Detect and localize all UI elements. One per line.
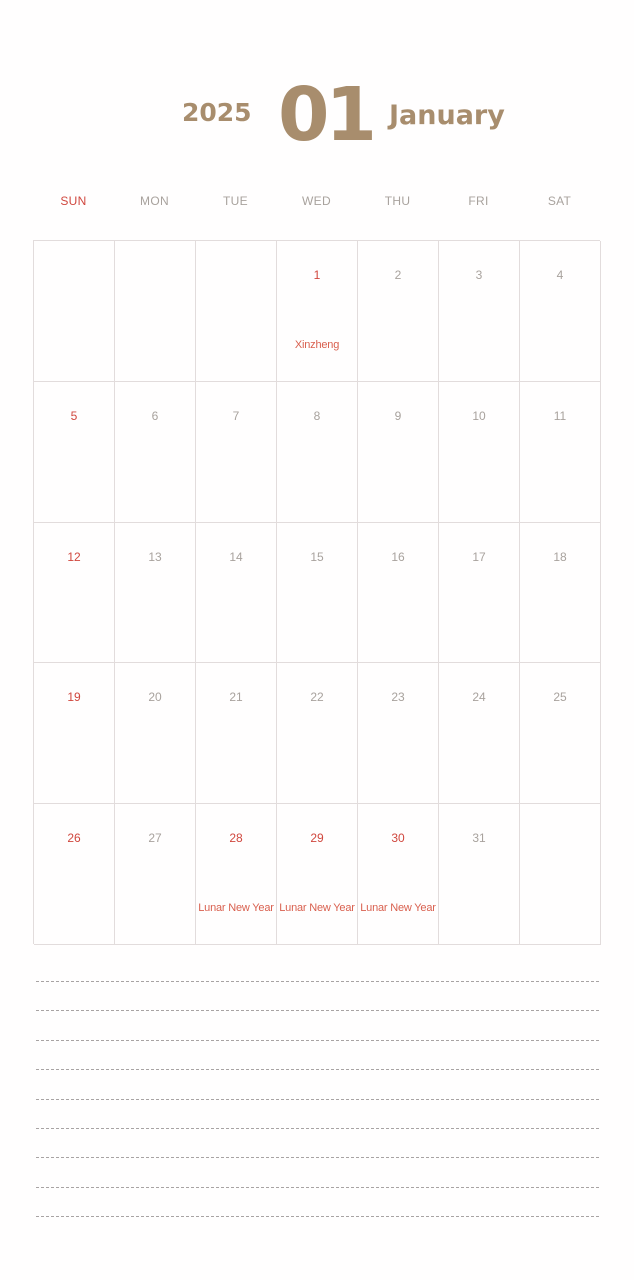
day-cell[interactable]: [196, 523, 277, 664]
holiday-label: Lunar New Year: [279, 902, 355, 915]
day-cell[interactable]: [34, 382, 115, 523]
weekday-wed: WED: [302, 194, 331, 208]
day-cell[interactable]: [277, 663, 358, 804]
holiday-label: Lunar New Year: [360, 902, 436, 915]
day-number: 15: [310, 549, 324, 564]
day-cell[interactable]: [439, 663, 520, 804]
day-cell[interactable]: [196, 663, 277, 804]
day-cell[interactable]: [358, 523, 439, 664]
day-number: 1: [313, 268, 321, 282]
day-cell[interactable]: [115, 804, 196, 945]
day-cell[interactable]: [439, 523, 520, 664]
weekday-mon: MON: [140, 194, 169, 208]
day-number: 28: [229, 831, 243, 846]
weekday-fri: FRI: [468, 194, 489, 208]
day-cell[interactable]: [520, 523, 601, 664]
note-line: [36, 1069, 599, 1070]
day-cell[interactable]: [358, 241, 439, 382]
day-number: 30: [391, 831, 405, 846]
note-line: [36, 981, 599, 982]
day-number: 23: [391, 690, 405, 705]
day-number: 6: [151, 408, 159, 423]
holiday-label: Lunar New Year: [198, 902, 274, 915]
year-label: 2025: [182, 98, 252, 127]
day-number: 25: [553, 690, 567, 705]
notes-area: [36, 981, 599, 1246]
day-number: 10: [472, 408, 486, 423]
day-cell[interactable]: [439, 241, 520, 382]
calendar-header: [0, 0, 634, 180]
day-cell[interactable]: [196, 241, 277, 382]
day-cell[interactable]: [277, 804, 358, 945]
weekday-sat: SAT: [547, 194, 572, 208]
day-number: 5: [70, 408, 78, 423]
day-number: 26: [67, 831, 81, 846]
day-number: 19: [67, 690, 81, 705]
day-number: 22: [310, 690, 324, 705]
day-number: 8: [313, 408, 321, 423]
day-cell[interactable]: [277, 382, 358, 523]
day-number: 11: [553, 408, 567, 423]
day-cell[interactable]: [34, 804, 115, 945]
day-number: 18: [553, 549, 567, 564]
weekday-header-row: [33, 194, 600, 208]
holiday-label: Xinzheng: [294, 339, 340, 351]
day-number: 13: [148, 549, 162, 564]
day-cell[interactable]: [34, 663, 115, 804]
day-number: 16: [391, 549, 405, 564]
weekday-thu: THU: [384, 194, 411, 208]
day-number: 4: [556, 268, 564, 282]
day-cell[interactable]: [358, 663, 439, 804]
day-cell[interactable]: [358, 382, 439, 523]
day-cell[interactable]: [34, 523, 115, 664]
day-cell[interactable]: [277, 241, 358, 382]
day-number: 9: [394, 408, 402, 423]
day-cell[interactable]: [358, 804, 439, 945]
day-cell[interactable]: [520, 663, 601, 804]
weekday-sun: SUN: [60, 194, 87, 208]
day-cell[interactable]: [520, 241, 601, 382]
note-line: [36, 1040, 599, 1041]
month-name: January: [389, 100, 505, 131]
day-number: 17: [472, 549, 486, 564]
day-number: 3: [475, 268, 483, 282]
note-line: [36, 1010, 599, 1011]
note-line: [36, 1216, 599, 1217]
day-number: 20: [148, 690, 162, 705]
day-cell[interactable]: [277, 523, 358, 664]
day-number: 12: [67, 549, 81, 564]
note-line: [36, 1099, 599, 1100]
day-number: 14: [229, 549, 243, 564]
weekday-tue: TUE: [223, 194, 248, 208]
day-cell[interactable]: [34, 241, 115, 382]
day-cell[interactable]: [520, 382, 601, 523]
day-number: 27: [148, 831, 162, 846]
day-number: 31: [472, 831, 486, 846]
note-line: [36, 1187, 599, 1188]
day-cell[interactable]: [196, 382, 277, 523]
day-number: 29: [310, 831, 324, 846]
day-number: 24: [472, 690, 486, 705]
day-cell[interactable]: [115, 382, 196, 523]
day-number: 2: [394, 268, 402, 282]
note-line: [36, 1157, 599, 1158]
day-cell[interactable]: [439, 804, 520, 945]
calendar-grid: [33, 240, 600, 944]
day-cell[interactable]: [439, 382, 520, 523]
day-cell[interactable]: [115, 663, 196, 804]
day-cell[interactable]: [115, 523, 196, 664]
day-cell[interactable]: [520, 804, 601, 945]
day-cell[interactable]: [196, 804, 277, 945]
day-cell[interactable]: [115, 241, 196, 382]
day-number: 21: [229, 690, 243, 705]
day-number: 7: [232, 408, 240, 423]
note-line: [36, 1128, 599, 1129]
month-number: 01: [278, 72, 373, 158]
